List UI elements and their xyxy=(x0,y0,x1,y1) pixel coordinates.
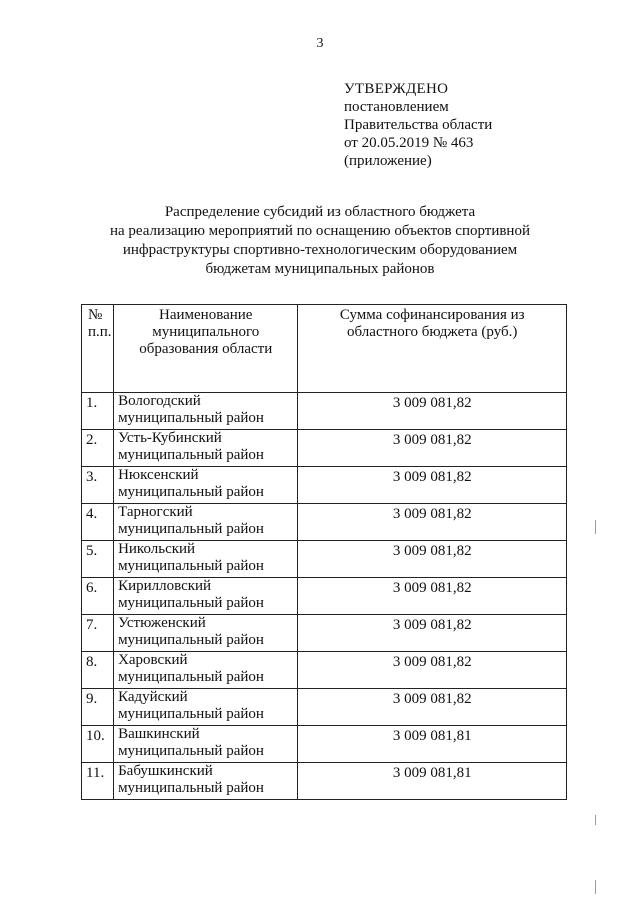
table-header-row xyxy=(82,305,567,393)
table-row xyxy=(82,430,567,467)
row-sum: 3 009 081,82 xyxy=(298,541,567,578)
municipality-type: муниципальный район xyxy=(118,780,264,796)
municipality-type: муниципальный район xyxy=(118,484,264,500)
table-row xyxy=(82,467,567,504)
approval-line-government: Правительства области xyxy=(344,117,493,133)
municipality-type: муниципальный район xyxy=(118,706,264,722)
row-number: 5. xyxy=(82,541,114,578)
municipality-name: Бабушкинский xyxy=(118,763,213,779)
header-municipality-line-2: муниципального xyxy=(152,324,260,340)
row-municipality xyxy=(114,726,298,763)
municipality-type: муниципальный район xyxy=(118,595,264,611)
row-municipality xyxy=(114,615,298,652)
municipality-type: муниципальный район xyxy=(118,743,264,759)
table-row xyxy=(82,689,567,726)
table-row xyxy=(82,541,567,578)
row-sum: 3 009 081,81 xyxy=(298,726,567,763)
header-number xyxy=(82,305,114,393)
approval-line-date-number: от 20.05.2019 № 463 xyxy=(344,135,474,151)
row-sum: 3 009 081,81 xyxy=(298,763,567,800)
table-row xyxy=(82,504,567,541)
approval-line-resolution: постановлением xyxy=(344,99,449,115)
row-number: 9. xyxy=(82,689,114,726)
municipality-type: муниципальный район xyxy=(118,410,264,426)
row-sum: 3 009 081,82 xyxy=(298,615,567,652)
header-sum-line-2: областного бюджета (руб.) xyxy=(347,324,518,340)
row-sum: 3 009 081,82 xyxy=(298,430,567,467)
municipality-name: Кадуйский xyxy=(118,689,188,705)
row-municipality xyxy=(114,393,298,430)
municipality-name: Устюженский xyxy=(118,615,206,631)
table-row xyxy=(82,652,567,689)
row-number: 10. xyxy=(82,726,114,763)
municipality-name: Нюксенский xyxy=(118,467,199,483)
row-sum: 3 009 081,82 xyxy=(298,393,567,430)
title-line-2: на реализацию мероприятий по оснащению объектов спортивной xyxy=(109,223,530,239)
municipality-type: муниципальный район xyxy=(118,669,264,685)
municipality-name: Харовский xyxy=(118,652,188,668)
row-municipality xyxy=(114,689,298,726)
row-sum: 3 009 081,82 xyxy=(298,689,567,726)
table-row xyxy=(82,393,567,430)
row-sum: 3 009 081,82 xyxy=(298,578,567,615)
municipality-type: муниципальный район xyxy=(118,521,264,537)
row-municipality xyxy=(114,763,298,800)
table-row xyxy=(82,615,567,652)
scan-margin-mark xyxy=(595,520,596,534)
row-number: 2. xyxy=(82,430,114,467)
row-municipality xyxy=(114,578,298,615)
row-sum: 3 009 081,82 xyxy=(298,652,567,689)
row-municipality xyxy=(114,504,298,541)
table-row xyxy=(82,763,567,800)
row-municipality xyxy=(114,541,298,578)
header-cofinancing-sum xyxy=(298,305,567,393)
row-municipality xyxy=(114,467,298,504)
header-number-symbol: № xyxy=(88,307,103,323)
header-municipality-line-1: Наименование xyxy=(159,307,253,323)
row-number: 4. xyxy=(82,504,114,541)
row-sum: 3 009 081,82 xyxy=(298,467,567,504)
row-number: 8. xyxy=(82,652,114,689)
title-line-1: Распределение субсидий из областного бюджета xyxy=(164,204,476,220)
page-number: 3 xyxy=(316,36,324,51)
subsidy-table xyxy=(81,304,567,800)
row-number: 3. xyxy=(82,467,114,504)
approval-line-appendix: (приложение) xyxy=(344,153,432,169)
header-municipality-line-3: образования области xyxy=(139,341,273,357)
row-municipality xyxy=(114,652,298,689)
row-number: 7. xyxy=(82,615,114,652)
scan-margin-mark xyxy=(595,880,596,894)
title-line-3: инфраструктуры спортивно-технологическим оборудованием xyxy=(122,242,518,258)
municipality-name: Тарногский xyxy=(118,504,193,520)
approval-heading: УТВЕРЖДЕНО xyxy=(344,81,449,97)
header-number-abbr: п.п. xyxy=(88,324,112,340)
header-sum-line-1: Сумма софинансирования из xyxy=(339,307,525,323)
municipality-name: Вологодский xyxy=(118,393,201,409)
row-sum: 3 009 081,82 xyxy=(298,504,567,541)
title-line-4: бюджетам муниципальных районов xyxy=(205,261,435,277)
table-row xyxy=(82,726,567,763)
municipality-type: муниципальный район xyxy=(118,632,264,648)
municipality-name: Никольский xyxy=(118,541,196,557)
row-number: 11. xyxy=(82,763,114,800)
municipality-type: муниципальный район xyxy=(118,558,264,574)
approval-stamp xyxy=(344,80,492,170)
row-number: 6. xyxy=(82,578,114,615)
table-row xyxy=(82,578,567,615)
municipality-name: Вашкинский xyxy=(118,726,200,742)
row-number: 1. xyxy=(82,393,114,430)
row-municipality xyxy=(114,430,298,467)
header-municipality xyxy=(114,305,298,393)
scan-margin-mark xyxy=(595,815,596,825)
municipality-name: Кирилловский xyxy=(118,578,212,594)
municipality-type: муниципальный район xyxy=(118,447,264,463)
document-title xyxy=(60,203,580,279)
municipality-name: Усть-Кубинский xyxy=(118,430,222,446)
